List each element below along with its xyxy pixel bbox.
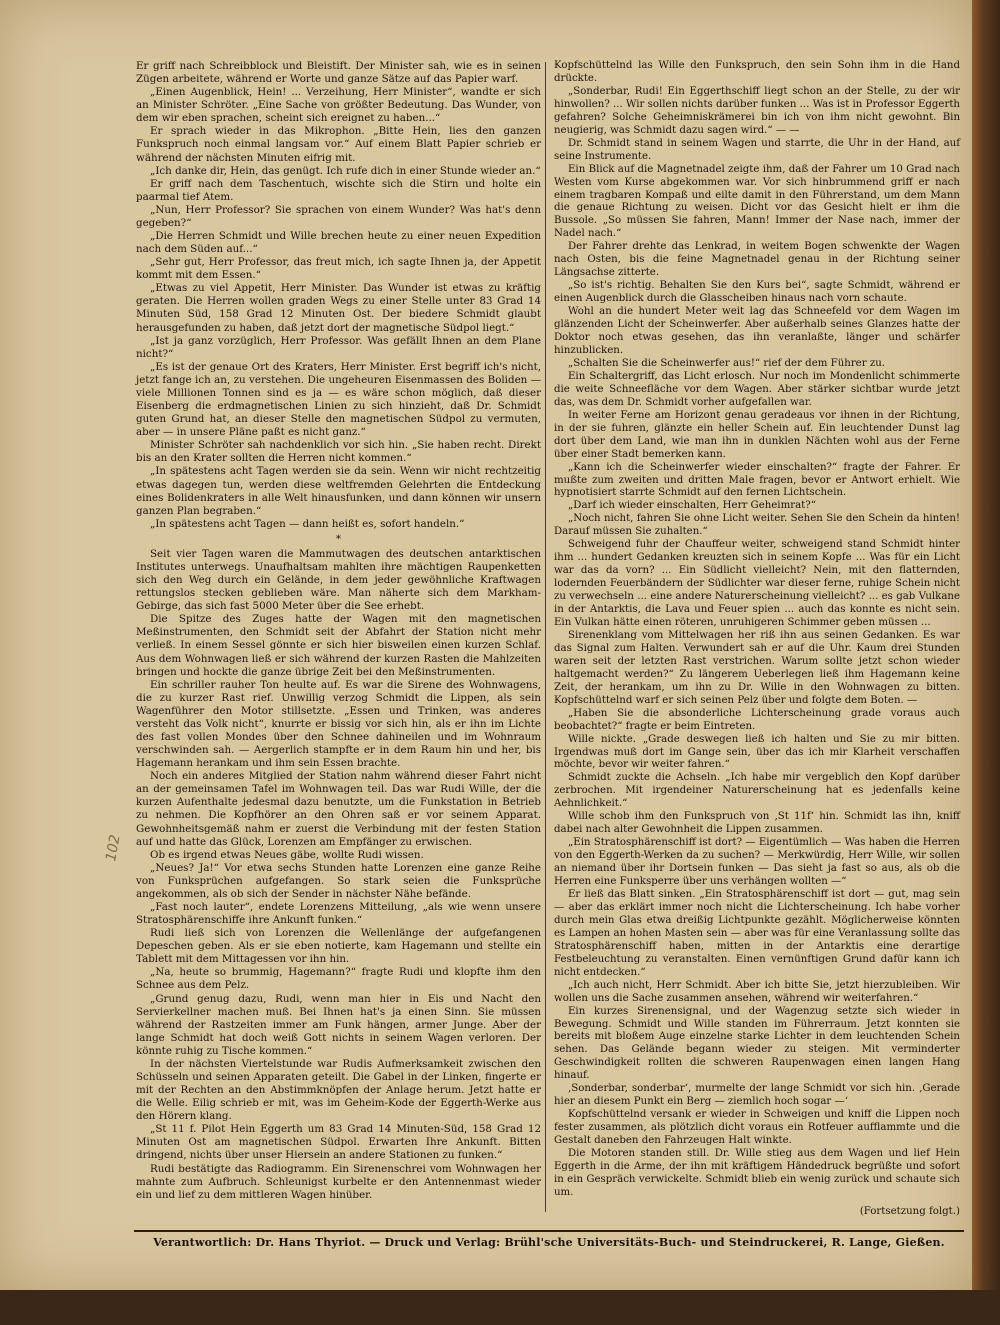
- paragraph: „Sonderbar, Rudi! Ein Eggerthschiff liegt schon an der Stelle, zu der wir hinwollen? ... Wir sollen nichts darüber funken ... Was ist in Professor Eggerth gefahren? Solche Geheimniskrämerei bin ich von ihm nicht gewohnt. Bin neugierig, was Schmidt dazu sagen wird.“ — —: [554, 85, 960, 136]
- paragraph: „Ich danke dir, Hein, das genügt. Ich rufe dich in einer Stunde wieder an.“: [150, 164, 541, 177]
- page-bottom-edge: [0, 1290, 1000, 1325]
- paragraph: Wille schob ihm den Funkspruch von ‚St 11f‘ hin. Schmidt las ihn, kniff dabei nach alter Gewohnheit die Lippen zusammen.: [554, 811, 960, 836]
- continuation-note: (Fortsetzung folgt.): [859, 1205, 960, 1217]
- paragraph: „Sehr gut, Herr Professor, das freut mich, ich sagte Ihnen ja, der Appetit kommt mit dem Essen.“: [136, 256, 541, 282]
- paragraph: Die Spitze des Zuges hatte der Wagen mit den magnetischen Meßinstrumenten, den Schmidt seit der Abfahrt der Station nicht mehr verließ. In einem Sessel gönnte er sich hier bisweilen einen kurzen Schlaf. Aus dem Wohnwagen ließ er sich während der kurzen Rasten die Mahlzeiten bringen und hockte die ganze übrige Zeit bei den Meßinstrumenten.: [136, 613, 541, 678]
- paragraph: Er griff nach Schreibblock und Bleistift. Der Minister sah, wie es in seinen Zügen arbeitete, während er Worte und ganze Sätze auf das Papier warf.: [136, 60, 541, 86]
- paragraph: „Einen Augenblick, Hein! ... Verzeihung, Herr Minister“, wandte er sich an Minister Schröter. „Eine Sache von größter Bedeutung. Das Wunder, von dem wir eben sprachen, scheint sich ereignet zu haben...“: [136, 86, 541, 125]
- paragraph: „Ist ja ganz vorzüglich, Herr Professor. Was gefällt Ihnen an dem Plane nicht?“: [136, 334, 541, 360]
- paragraph: „Etwas zu viel Appetit, Herr Minister. Das Wunder ist etwas zu kräftig geraten. Die Herren wollen graden Wegs zu einer Stelle unter 83 Grad 14 Minuten Süd, 158 Grad 12 Minuten Ost. Der biedere Schmidt glaubt herausgefunden zu haben, daß jetzt dort der magnetische Südpol liegt.“: [136, 282, 541, 334]
- paragraph: Er sprach wieder in das Mikrophon. „Bitte Hein, lies den ganzen Funkspruch noch einmal langsam vor.“ Auf einem Blatt Papier schrieb er während der nächsten Minuten eifrig mit.: [136, 125, 541, 164]
- paragraph: Rudi bestätigte das Radiogramm. Ein Sirenenschrei vom Wohnwagen her mahnte zum Aufbruch. Schleunigst kurbelte er den Antennenmast wieder ein und lief zu dem mittleren Wagen hinüber.: [136, 1162, 541, 1201]
- book-spine: [972, 0, 1000, 1325]
- paragraph: „Grund genug dazu, Rudi, wenn man hier in Eis und Nacht den Servierkellner machen muß. Bei Ihnen hat's ja einen Sinn. Sie müssen während der Rastzeiten immer am Funk hängen, armer Junge. Aber der lange Schmidt hat doch weiß Gott nichts in seinem Wagen verloren. Der könnte ruhig zu Tische kommen.“: [136, 992, 541, 1057]
- paragraph: „In spätestens acht Tagen — dann heißt es, sofort handeln.“: [150, 517, 465, 530]
- paragraph: Ein Blick auf die Magnetnadel zeigte ihm, daß der Fahrer um 10 Grad nach Westen vom Kurse abgekommen war. Vor sich hinbrummend griff er nach einem tragbaren Kompaß und eilte damit in den Führerstand, um dem Mann die genaue Richtung zu weisen. Dicht vor das Gesicht hielt er ihm die Bussole. „So müssen Sie fahren, Mann! Immer der Nase nach, immer der Nadel nach.“: [554, 163, 960, 240]
- paragraph: „Haben Sie die absonderliche Lichterscheinung grade voraus auch beobachtet?“ fragte er beim Eintreten.: [554, 707, 960, 732]
- paragraph: „Darf ich wieder einschalten, Herr Geheimrat?“: [568, 500, 816, 512]
- paragraph: Er griff nach dem Taschentuch, wischte sich die Stirn und holte ein paarmal tief Atem.: [136, 177, 541, 203]
- paragraph: „Nun, Herr Professor? Sie sprachen von einem Wunder? Was hat's denn gegeben?“: [136, 203, 541, 229]
- paragraph: Der Fahrer drehte das Lenkrad, in weitem Bogen schwenkte der Wagen nach Osten, bis die feine Magnetnadel genau in der Richtung seiner Längsachse zitterte.: [554, 241, 960, 279]
- paragraph: Er ließ das Blatt sinken. „Ein Stratosphärenschiff ist dort — gut, mag sein — aber das erklärt immer noch nicht die Lichterscheinung. Ich habe vorher durch mein Glas etwa dreißig Lichtpunkte gezählt. Möglicherweise könnten es Lampen an hohen Masten sein — aber was für eine Veranlassung sollte das Stratosphärenschiff haben, mitten in der Antarktis eine derartige Festbeleuchtung zu veranstalten. Einen vernünftigen Grund dafür kann ich nicht entdecken.“: [554, 889, 960, 978]
- paragraph: „Noch nicht, fahren Sie ohne Licht weiter. Sehen Sie den Schein da hinten! Darauf müssen Sie zuhalten.“: [554, 513, 960, 538]
- paragraph: „Ich auch nicht, Herr Schmidt. Aber ich bitte Sie, jetzt hierzubleiben. Wir wollen uns die Sache zusammen ansehen, während wir weiterfahren.“: [554, 979, 960, 1004]
- paragraph: Sirenenklang vom Mittelwagen her riß ihn aus seinen Gedanken. Es war das Signal zum Halten. Verwundert sah er auf die Uhr. Kaum drei Stunden waren seit der letzten Rast verstrichen. Warum sollte jetzt schon wieder haltgemacht werden?“ Zu längerem Ueberlegen ließ ihm Hagemann keine Zeit, der herankam, um ihn zu Dr. Wille in den Wohnwagen zu bitten. Kopfschüttelnd warf er sich seinen Pelz über und folgte dem Boten. —: [554, 629, 960, 706]
- paragraph: In weiter Ferne am Horizont genau geradeaus vor ihnen in der Richtung, in der sie fuhren, glänzte ein heller Schein auf. Ein leuchtender Dunst lag dort über dem Land, wie man ihn in dunklen Nächten wohl aus der Ferne über einer Stadt bemerken kann.: [554, 409, 960, 460]
- paragraph: Dr. Schmidt stand in seinem Wagen und starrte, die Uhr in der Hand, auf seine Instrumente.: [554, 137, 960, 162]
- paragraph: „Na, heute so brummig, Hagemann?“ fragte Rudi und klopfte ihm den Schnee aus dem Pelz.: [136, 966, 541, 992]
- paragraph: Ein Schaltergriff, das Licht erlosch. Nur noch im Mondenlicht schimmerte die weite Schneefläche vor dem Wagen. Aber stärker sichtbar wurde jetzt das, was dem Dr. Schmidt vorher aufgefallen war.: [554, 370, 960, 408]
- imprint-footer: Verantwortlich: Dr. Hans Thyriot. — Druck und Verlag: Brühl'sche Universitäts-Buch- und Steindruckerei, R. Lange, Gießen.: [153, 1236, 945, 1249]
- paragraph: Ein kurzes Sirenensignal, und der Wagenzug setzte sich wieder in Bewegung. Schmidt und Wille standen im Führerraum. Jetzt konnten sie bereits mit bloßem Auge einzelne starke Lichter in dem leuchtenden Schein sehen. Das Gelände begann wieder zu steigen. Mit verminderter Geschwindigkeit rollten die schweren Raupenwagen einen langen Hang hinauf.: [554, 1005, 960, 1082]
- right-column: [554, 60, 960, 1219]
- paragraph: Noch ein anderes Mitglied der Station nahm während dieser Fahrt nicht an der gemeinsamen Tafel im Wohnwagen teil. Das war Rudi Wille, der die kurzen Aufenthalte jedesmal dazu benutzte, um die Funkstation in Betrieb zu nehmen. Die Kopfhörer an den Ohren saß er vor seinem Apparat. Gewohnheitsgemäß nahm er zuerst die Verbindung mit der festen Station auf und hatte das Glück, Lorenzen am Empfänger zu erwischen.: [136, 770, 541, 848]
- paragraph: „So ist's richtig. Behalten Sie den Kurs bei“, sagte Schmidt, während er einen Augenblick durch die Glasscheiben hinaus nach vorn schaute.: [554, 280, 960, 305]
- paragraph: Rudi ließ sich von Lorenzen die Wellenlänge der aufgefangenen Depeschen geben. Als er sie eben notierte, kam Hagemann und stellte ein Tablett mit dem Mittagessen vor ihn hin.: [136, 927, 541, 966]
- paragraph: „Fast noch lauter“, endete Lorenzens Mitteilung, „als wie wenn unsere Stratosphärenschiffe ihre Ankunft funken.“: [136, 901, 541, 927]
- paragraph: „Es ist der genaue Ort des Kraters, Herr Minister. Erst begriff ich's nicht, jetzt fange ich an, zu verstehen. Die ungeheuren Eisenmassen des Boliden — viele Millionen Tonnen sind es ja — es wäre schon möglich, daß dieser Eisenberg die erdmagnetischen Linien zu sich hinzieht, daß Dr. Schmidt guten Grund hat, an dieser Stelle den magnetischen Südpol zu vermuten, aber — in unsere Pläne paßt es nicht ganz.“: [136, 360, 541, 439]
- section-separator: *: [335, 532, 342, 545]
- paragraph: Minister Schröter sah nachdenklich vor sich hin. „Sie haben recht. Direkt bis an den Krater sollten die Herren nicht kommen.“: [136, 439, 541, 465]
- paragraph: „Ein Stratosphärenschiff ist dort? — Eigentümlich — Was haben die Herren von den Eggerth-Werken da zu suchen? — Merkwürdig, Herr Wille, wir sollen an niemand über ihr Dortsein funken — Das sieht ja fast so aus, als ob die Herren eine Funksperre über uns verhängen wollten —“: [554, 837, 960, 888]
- margin-pencil-note: 102: [103, 833, 124, 863]
- paragraph: Kopfschüttelnd las Wille den Funkspruch, den sein Sohn ihm in die Hand drückte.: [554, 60, 960, 84]
- paragraph: Ein schriller rauher Ton heulte auf. Es war die Sirene des Wohnwagens, die zu kurzer Rast rief. Unwillig verzog Schmidt die Lippen, als sein Wagenführer den Motor stillsetzte. „Essen und Trinken, was anderes versteht das Volk nicht“, knurrte er bissig vor sich hin, als er ihn im Lichte des fast vollen Mondes über den Schnee dahineilen und im Wohnraum verschwinden sah. — Aergerlich stampfte er in dem Raum hin und her, bis Hagemann herankam und ihm sein Essen brachte.: [136, 678, 541, 770]
- paragraph: Seit vier Tagen waren die Mammutwagen des deutschen antarktischen Institutes unterwegs. Unaufhaltsam mahlten ihre mächtigen Raupenketten sich den Weg durch ein Gelände, in dem jeder gewöhnliche Kraftwagen rettungslos stecken geblieben wäre. Man näherte sich dem Markham-Gebirge, das sich fast 5000 Meter über die See erhebt.: [136, 547, 541, 613]
- paragraph: Wille nickte. „Grade deswegen ließ ich halten und Sie zu mir bitten. Irgendwas muß dort im Gange sein, über das ich mir Klarheit verschaffen möchte, bevor wir weiter fahren.“: [554, 733, 960, 771]
- paragraph: „Die Herren Schmidt und Wille brechen heute zu einer neuen Expedition nach dem Süden auf...“: [136, 230, 541, 256]
- paragraph: „In spätestens acht Tagen werden sie da sein. Wenn wir nicht rechtzeitig etwas dagegen tun, werden diese weltfremden Gelehrten die Entdeckung eines Bolidenkraters in alle Welt hinausfunken, und dann können wir unsern ganzen Plan begraben.“: [136, 465, 541, 517]
- paragraph: Die Motoren standen still. Dr. Wille stieg aus dem Wagen und lief Hein Eggerth in die Arme, der ihn mit kräftigem Händedruck begrüßte und sofort in ein Gespräch verwickelte. Schmidt blieb ein wenig zurück und schaute sich um.: [554, 1148, 960, 1198]
- paragraph: Schweigend fuhr der Chauffeur weiter, schweigend stand Schmidt hinter ihm ... hundert Gedanken kreuzten sich in seinem Kopfe ... Was für ein Licht war das da vorn? ... Ein Südlicht vielleicht? Nein, mit den flatternden, lodernden Feuerbändern der Südlichter war dieser ferne, ruhige Schein nicht zu verwechseln ... eine andere Naturerscheinung vielleicht? ... es gab Vulkane in der Antarktis, die Lava und Feuer spien ... auch das konnte es nicht sein. Ein Vulkan hätte einen röteren, unruhigeren Schimmer geben müssen ...: [554, 539, 960, 628]
- paragraph: In der nächsten Viertelstunde war Rudis Aufmerksamkeit zwischen den Schüsseln und seinen Apparaten geteilt. Die Gabel in der Linken, fingerte er mit der Rechten an den Abstimmknöpfen der Anlage herum. Jetzt hatte er die Welle. Eilig schrieb er mit, was im Geheim-Kode der Eggerth-Werke aus den Hörern klang.: [136, 1057, 541, 1123]
- paragraph: Kopfschüttelnd versank er wieder in Schweigen und kniff die Lippen noch fester zusammen, als plötzlich dicht voraus ein Rotfeuer aufflammte und die Gestalt daneben den Fahrzeugen Halt winkte.: [554, 1109, 960, 1147]
- footer-divider: [134, 1230, 964, 1232]
- paragraph: „Kann ich die Scheinwerfer wieder einschalten?“ fragte der Fahrer. Er mußte zum zweiten und dritten Male fragen, bevor er Antwort erhielt. Wie hypnotisiert starrte Schmidt auf den fernen Lichtschein.: [554, 461, 960, 499]
- paragraph: Schmidt zuckte die Achseln. „Ich habe mir vergeblich den Kopf darüber zerbrochen. Mit irgendeiner Naturerscheinung hat es jedenfalls keine Aehnlichkeit.“: [554, 772, 960, 810]
- left-column: [136, 60, 541, 1202]
- paragraph: „St 11 f. Pilot Hein Eggerth um 83 Grad 14 Minuten-Süd, 158 Grad 12 Minuten Ost am magnetischen Südpol. Erwarten Ihre Ankunft. Bitten dringend, nichts über unser Hiersein an andere Stationen zu funken.“: [136, 1123, 541, 1162]
- paragraph: „Neues? Ja!“ Vor etwa sechs Stunden hatte Lorenzen eine ganze Reihe von Funksprüchen aufgefangen. So stark seien die Funksprüche angekommen, als ob sich der Sender in nächster Nähe befände.: [136, 861, 541, 900]
- paragraph: „Schalten Sie die Scheinwerfer aus!“ rief der dem Führer zu.: [568, 357, 885, 369]
- paragraph: ‚Sonderbar, sonderbar‘, murmelte der lange Schmidt vor sich hin. ‚Gerade hier an diesem Punkt ein Berg — ziemlich hoch sogar —‘: [554, 1083, 960, 1108]
- paragraph: Ob es irgend etwas Neues gäbe, wollte Rudi wissen.: [150, 848, 424, 861]
- column-divider: [545, 62, 546, 1212]
- paragraph: Wohl an die hundert Meter weit lag das Schneefeld vor dem Wagen im glänzenden Licht der Scheinwerfer. Aber außerhalb seines Glanzes hatte der Doktor noch etwas gesehen, das ihn veranlaßte, länger und schärfer hinzublicken.: [554, 306, 960, 356]
